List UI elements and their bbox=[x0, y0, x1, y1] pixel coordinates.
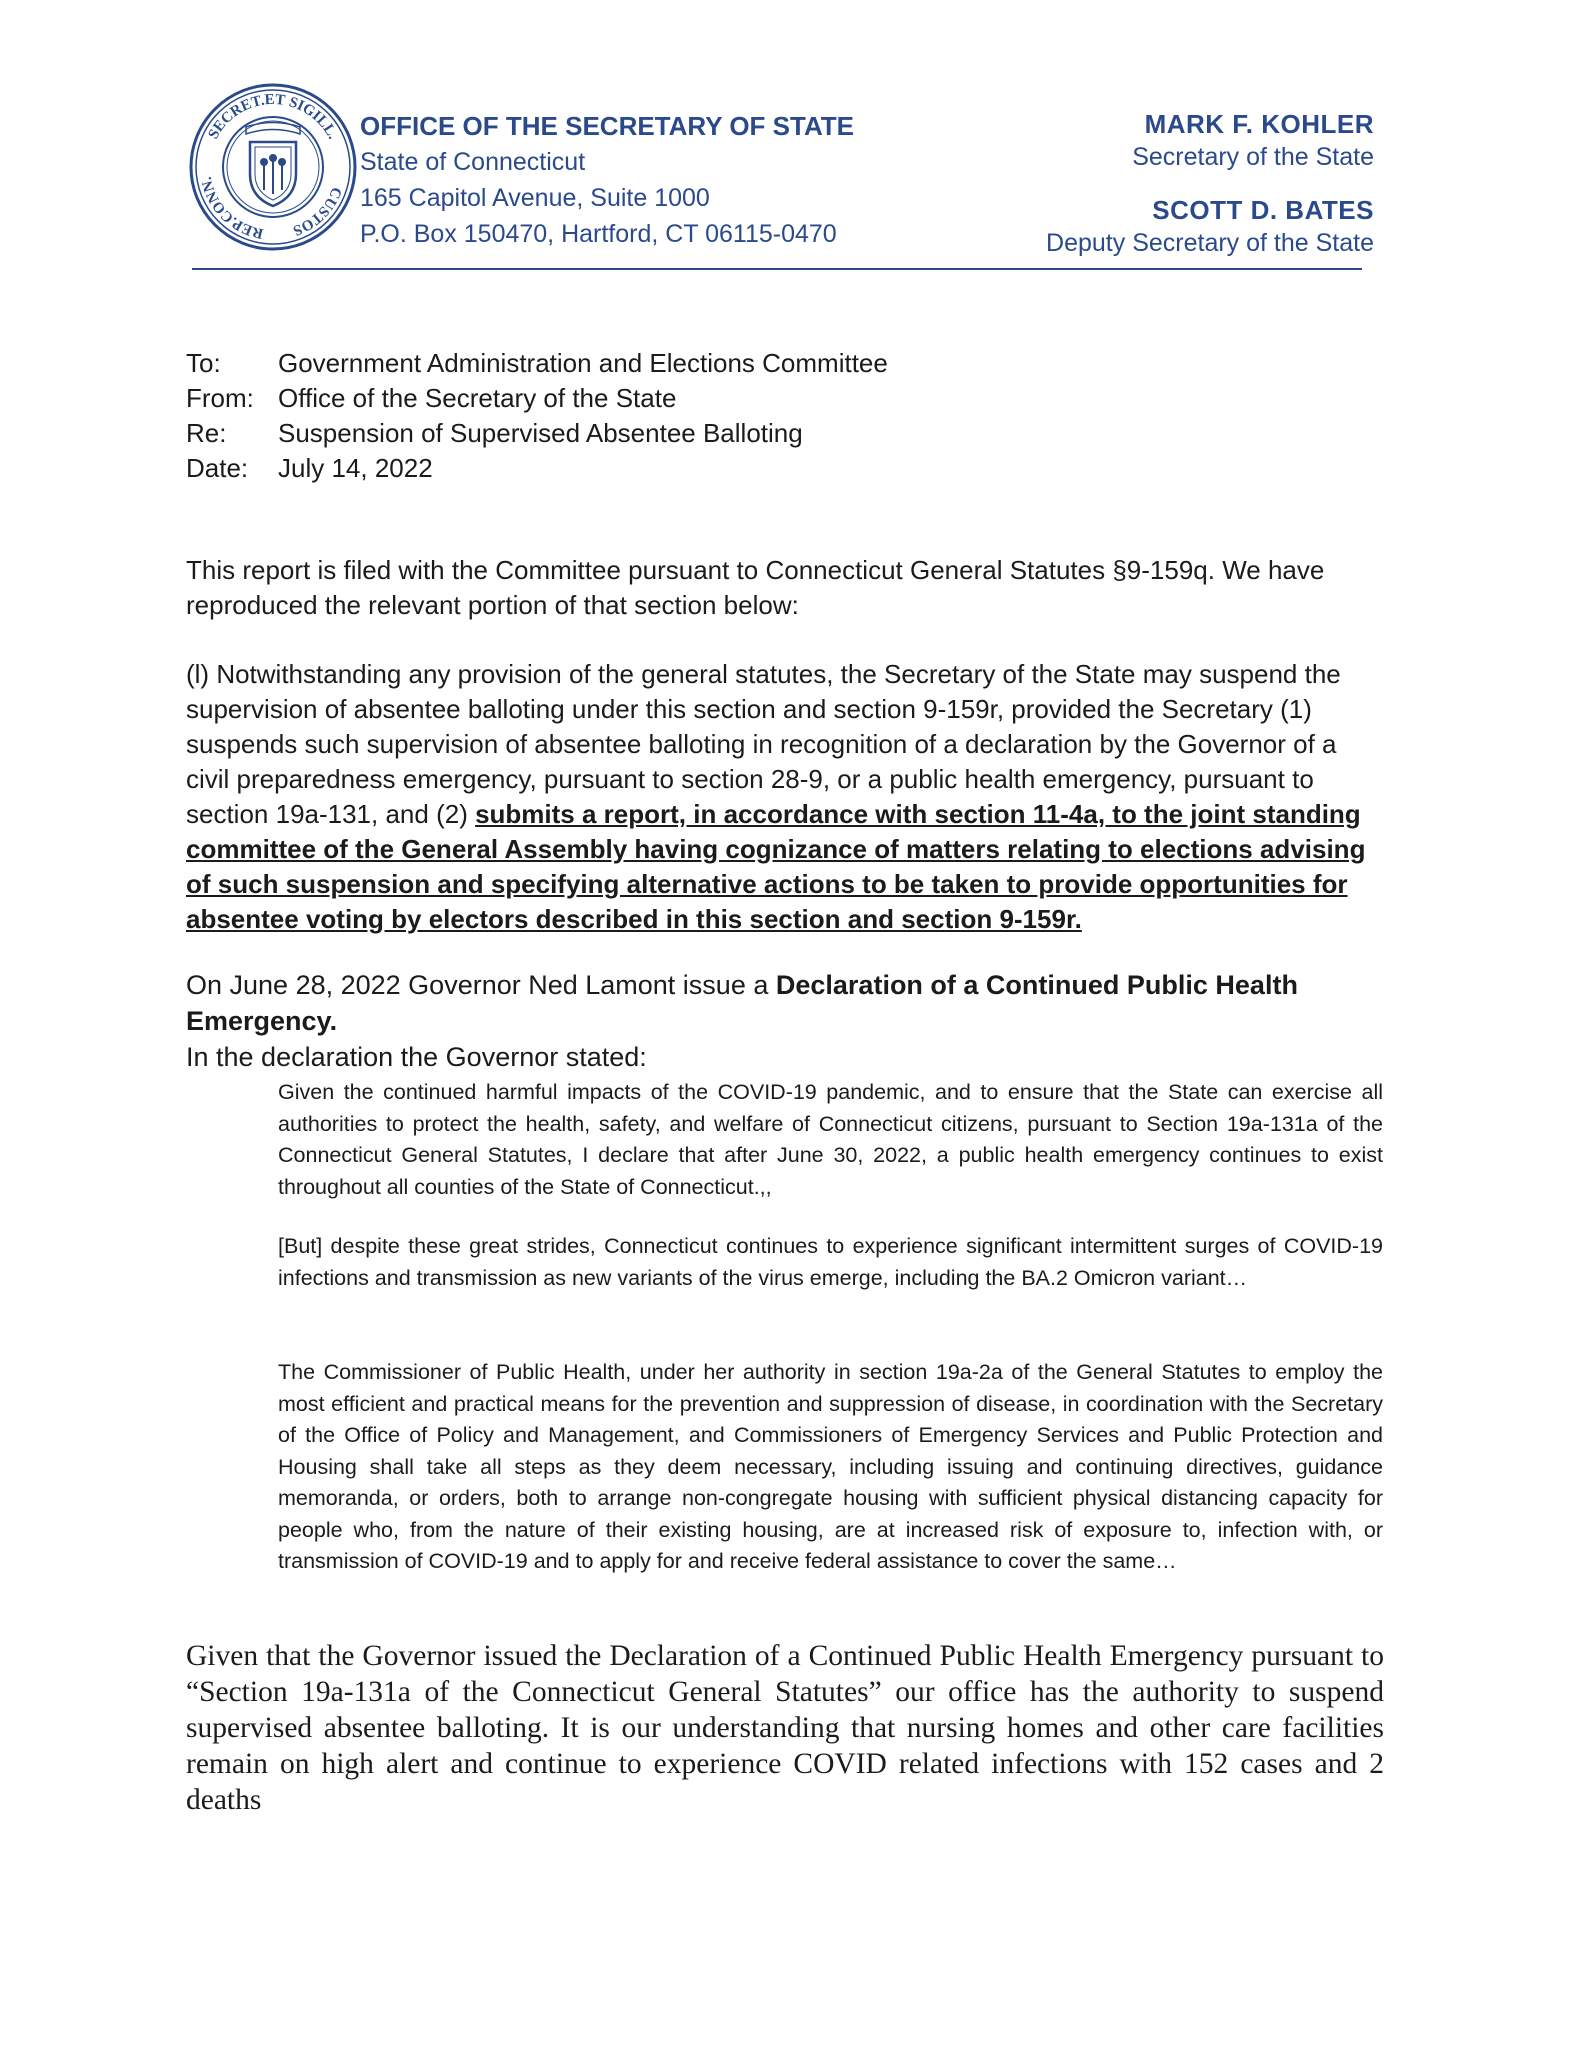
memo-re-row bbox=[186, 416, 888, 451]
officials-block bbox=[1046, 108, 1374, 260]
seal-motto-left: REP.CONN. bbox=[198, 175, 265, 242]
memo-to-row bbox=[186, 346, 888, 381]
office-address-line2: P.O. Box 150470, Hartford, CT 06115-0470 bbox=[360, 220, 837, 248]
memo-to-value: Government Administration and Elections Committee bbox=[278, 348, 888, 378]
office-name: OFFICE OF THE SECRETARY OF STATE bbox=[360, 111, 855, 141]
memo-date-row bbox=[186, 451, 888, 486]
declaration-title: Declaration of a Continued Public Health Emergency. bbox=[186, 970, 1298, 1036]
closing-paragraph: Given that the Governor issued the Declaration of a Continued Public Health Emergency pursuant to “Section 19a-131a of the Connecticut General Statutes” our office has the authority to suspend supervised absentee balloting. It is our understanding that nursing homes and other care facilities remain on high alert and continue to experience COVID related infections with 152 cases and 2 deaths bbox=[186, 1640, 1384, 1816]
letterhead-divider bbox=[192, 268, 1362, 270]
state-seal bbox=[188, 82, 358, 252]
declaration-lead: On June 28, 2022 Governor Ned Lamont issue a bbox=[186, 970, 776, 1000]
memo-header bbox=[186, 346, 888, 486]
secretary-name: MARK F. KOHLER bbox=[1144, 109, 1374, 139]
deputy-name: SCOTT D. BATES bbox=[1152, 195, 1374, 225]
office-address-line1: 165 Capitol Avenue, Suite 1000 bbox=[360, 184, 710, 212]
memo-to-label: To: bbox=[186, 348, 221, 378]
quote-paragraph-1: Given the continued harmful impacts of the COVID-19 pandemic, and to ensure that the State can exercise all authorities to protect the health, safety, and welfare of Connecticut citizens, pursuant to Section 19a-131a of the Connecticut General Statutes, I declare that after June 30, 2022, a public health emergency continues to exist throughout all counties of the State of Connecticut.,, bbox=[278, 1080, 1383, 1199]
office-letterhead bbox=[360, 108, 854, 252]
office-state: State of Connecticut bbox=[360, 148, 586, 176]
declaration-tail: In the declaration the Governor stated: bbox=[186, 1042, 647, 1072]
statute-text: (l) Notwithstanding any provision of the general statutes, the Secretary of the State may suspend the supervision of absentee balloting under this section and section 9-159r, provided the Secretary (1) suspends such supervision of absentee balloting in recognition of a declaration by the Governor of a civil preparedness emergency, pursuant to section 28-9, or a public health emergency, pursuant to section 19a-131, and (2) bbox=[186, 659, 1341, 829]
seal-graphic bbox=[188, 82, 358, 252]
seal-motto-top: SECRET.ET SIGILL. bbox=[205, 91, 341, 142]
memo-re-label: Re: bbox=[186, 418, 227, 448]
memo-from-value: Office of the Secretary of the State bbox=[278, 383, 677, 413]
seal-motto-right: CUSTOS bbox=[290, 184, 345, 239]
memo-date-value: July 14, 2022 bbox=[278, 453, 433, 483]
memo-from-row bbox=[186, 381, 888, 416]
memo-date-label: Date: bbox=[186, 453, 249, 483]
deputy-title: Deputy Secretary of the State bbox=[1046, 229, 1374, 257]
statute-emphasis: submits a report, in accordance with section 11-4a, to the joint standing committee of the General Assembly having cognizance of matters relating to elections advising of such suspension and specifying alternative actions to be taken to provide opportunities for absentee voting by electors described in this section and section 9-159r. bbox=[186, 799, 1366, 934]
quote-paragraph-2: [But] despite these great strides, Connecticut continues to experience significant intermittent surges of COVID-19 infections and transmission as new variants of the virus emerge, including the BA.2 Omicron variant… bbox=[278, 1234, 1383, 1290]
secretary-title: Secretary of the State bbox=[1132, 143, 1374, 171]
quote-paragraph-3: The Commissioner of Public Health, under her authority in section 19a-2a of the General Statutes to employ the most efficient and practical means for the prevention and suppression of disease, in coordination with the Secretary of the Office of Policy and Management, and Commissioners of Emergency Services and Public Protection and Housing shall take all steps as they deem necessary, including issuing and continuing directives, guidance memoranda, or orders, both to arrange non-congregate housing with sufficient physical distancing capacity for people who, from the nature of their existing housing, are at increased risk of exposure to, infection with, or transmission of COVID-19 and to apply for and receive federal assistance to cover the same… bbox=[278, 1360, 1383, 1573]
declaration-paragraph bbox=[186, 967, 1386, 1075]
statute-paragraph bbox=[186, 657, 1386, 937]
intro-paragraph: This report is filed with the Committee pursuant to Connecticut General Statutes §9-159q. We have reproduced the relevant portion of that section below: bbox=[186, 555, 1325, 620]
memo-re-value: Suspension of Supervised Absentee Balloting bbox=[278, 418, 803, 448]
memo-from-label: From: bbox=[186, 383, 254, 413]
